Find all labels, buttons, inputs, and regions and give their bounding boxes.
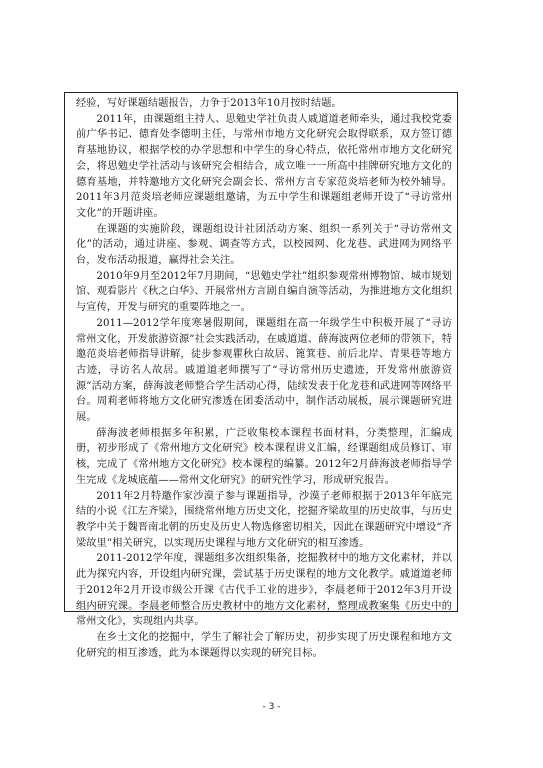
paragraph: 经验，写好课题结题报告，力争于2013年10月按时结题。: [76, 98, 342, 109]
paragraph: 薛海波老师根据多年积累，广泛收集校本课程书面材料，分类整理，汇编成册，初步形成了《常州地方文化研究》校本课程讲义汇编，经课题组成员修订、审核，完成了《常州地方文化研究》校本课程的编纂。2012年2月薛海波老师指导学生完成《龙城底蕴——常州文化研究》的研究性学习，形成研究报告。: [76, 427, 452, 486]
document-body: [76, 96, 452, 661]
page-number: - 3 -: [262, 702, 281, 712]
paragraph: 2011—2012学年度寒暑假期间，课题组在高一年级学生中积极开展了“寻访常州文化，开发旅游资源”社会实践活动，在戚道道、薛海波两位老师的带领下，特邀范炎培老师指导讲解，徒步参观瞿秋白故居、篦箕巷、前后北岸、青果巷等地方古迹，寻访名人故居。戚道道老师撰写了“寻访常州历史遗迹，开发常州旅游资源”活动方案，薛海波老师整合学生活动心得，陆续发表于化龙巷和武进网等网络平台。周莉老师将地方文化研究渗透在团委活动中，制作活动展板，展示课题研究进展。: [76, 317, 452, 424]
paragraph: 2011-2012学年度，课题组多次组织集备，挖掘教材中的地方文化素材，并以此为探究内容，开设组内研究课，尝试基于历史课程的地方文化教学。戚道道老师于2012年2月开设市级公开课《古代手工业的进步》，李晨老师于2012年3月开设组内研究课。李晨老师整合历史教材中的地方文化素材，整理成教案集《历史中的常州文化》，实现组内共享。: [76, 553, 452, 628]
paragraph: 在课题的实施阶段，课题组设计社团活动方案、组织一系列关于“寻访常州文化”的活动，通过讲座、参观、调查等方式，以校园网、化龙巷、武进网为网络平台，发布活动报道，赢得社会关注。: [76, 223, 452, 267]
paragraph: 2011年，由课题组主持人、思勉史学社负责人戚道道老师牵头，通过我校党委前广华书记、德育处李德明主任，与常州市地方文化研究会取得联系，双方签订德育基地协议，根据学校的办学思想和中学生的身心特点，依托常州市地方文化研究会，将思勉史学社活动与该研究会相结合，成立唯一一所高中挂牌研究地方文化的德育基地，并特邀地方文化研究会副会长、常州方言专家范炎培老师为校外辅导。2011年3月范炎培老师应课题组邀请，为五中学生和课题组老师开设了“寻访常州文化”的开题讲座。: [76, 113, 452, 219]
paragraph: 2010年9月至2012年7月期间，“思勉史学社”组织参观常州博物馆、城市规划馆、观看影片《秋之白华》、开展常州方言剧自编自演等活动，为推进地方文化组织与宣传，开发与研究的重要阵地之一。: [76, 270, 452, 314]
paragraph: 在乡土文化的挖掘中，学生了解社会了解历史，初步实现了历史课程和地方文化研究的相互渗透，此为本课题得以实现的研究目标。: [76, 631, 452, 659]
paragraph: 2011年2月特邀作家沙漠子参与课题指导，沙漠子老师根据于2013年年底完结的小说《江左齐梁》，围绕常州地方历史文化，挖掘齐梁故里的历史故事，与历史教学中关于魏晋南北朝的历史及历史人物选修密切相关，因此在课题研究中增设“齐梁故里”相关研究，以实现历史课程与地方文化研究的相互渗透。: [76, 490, 452, 549]
